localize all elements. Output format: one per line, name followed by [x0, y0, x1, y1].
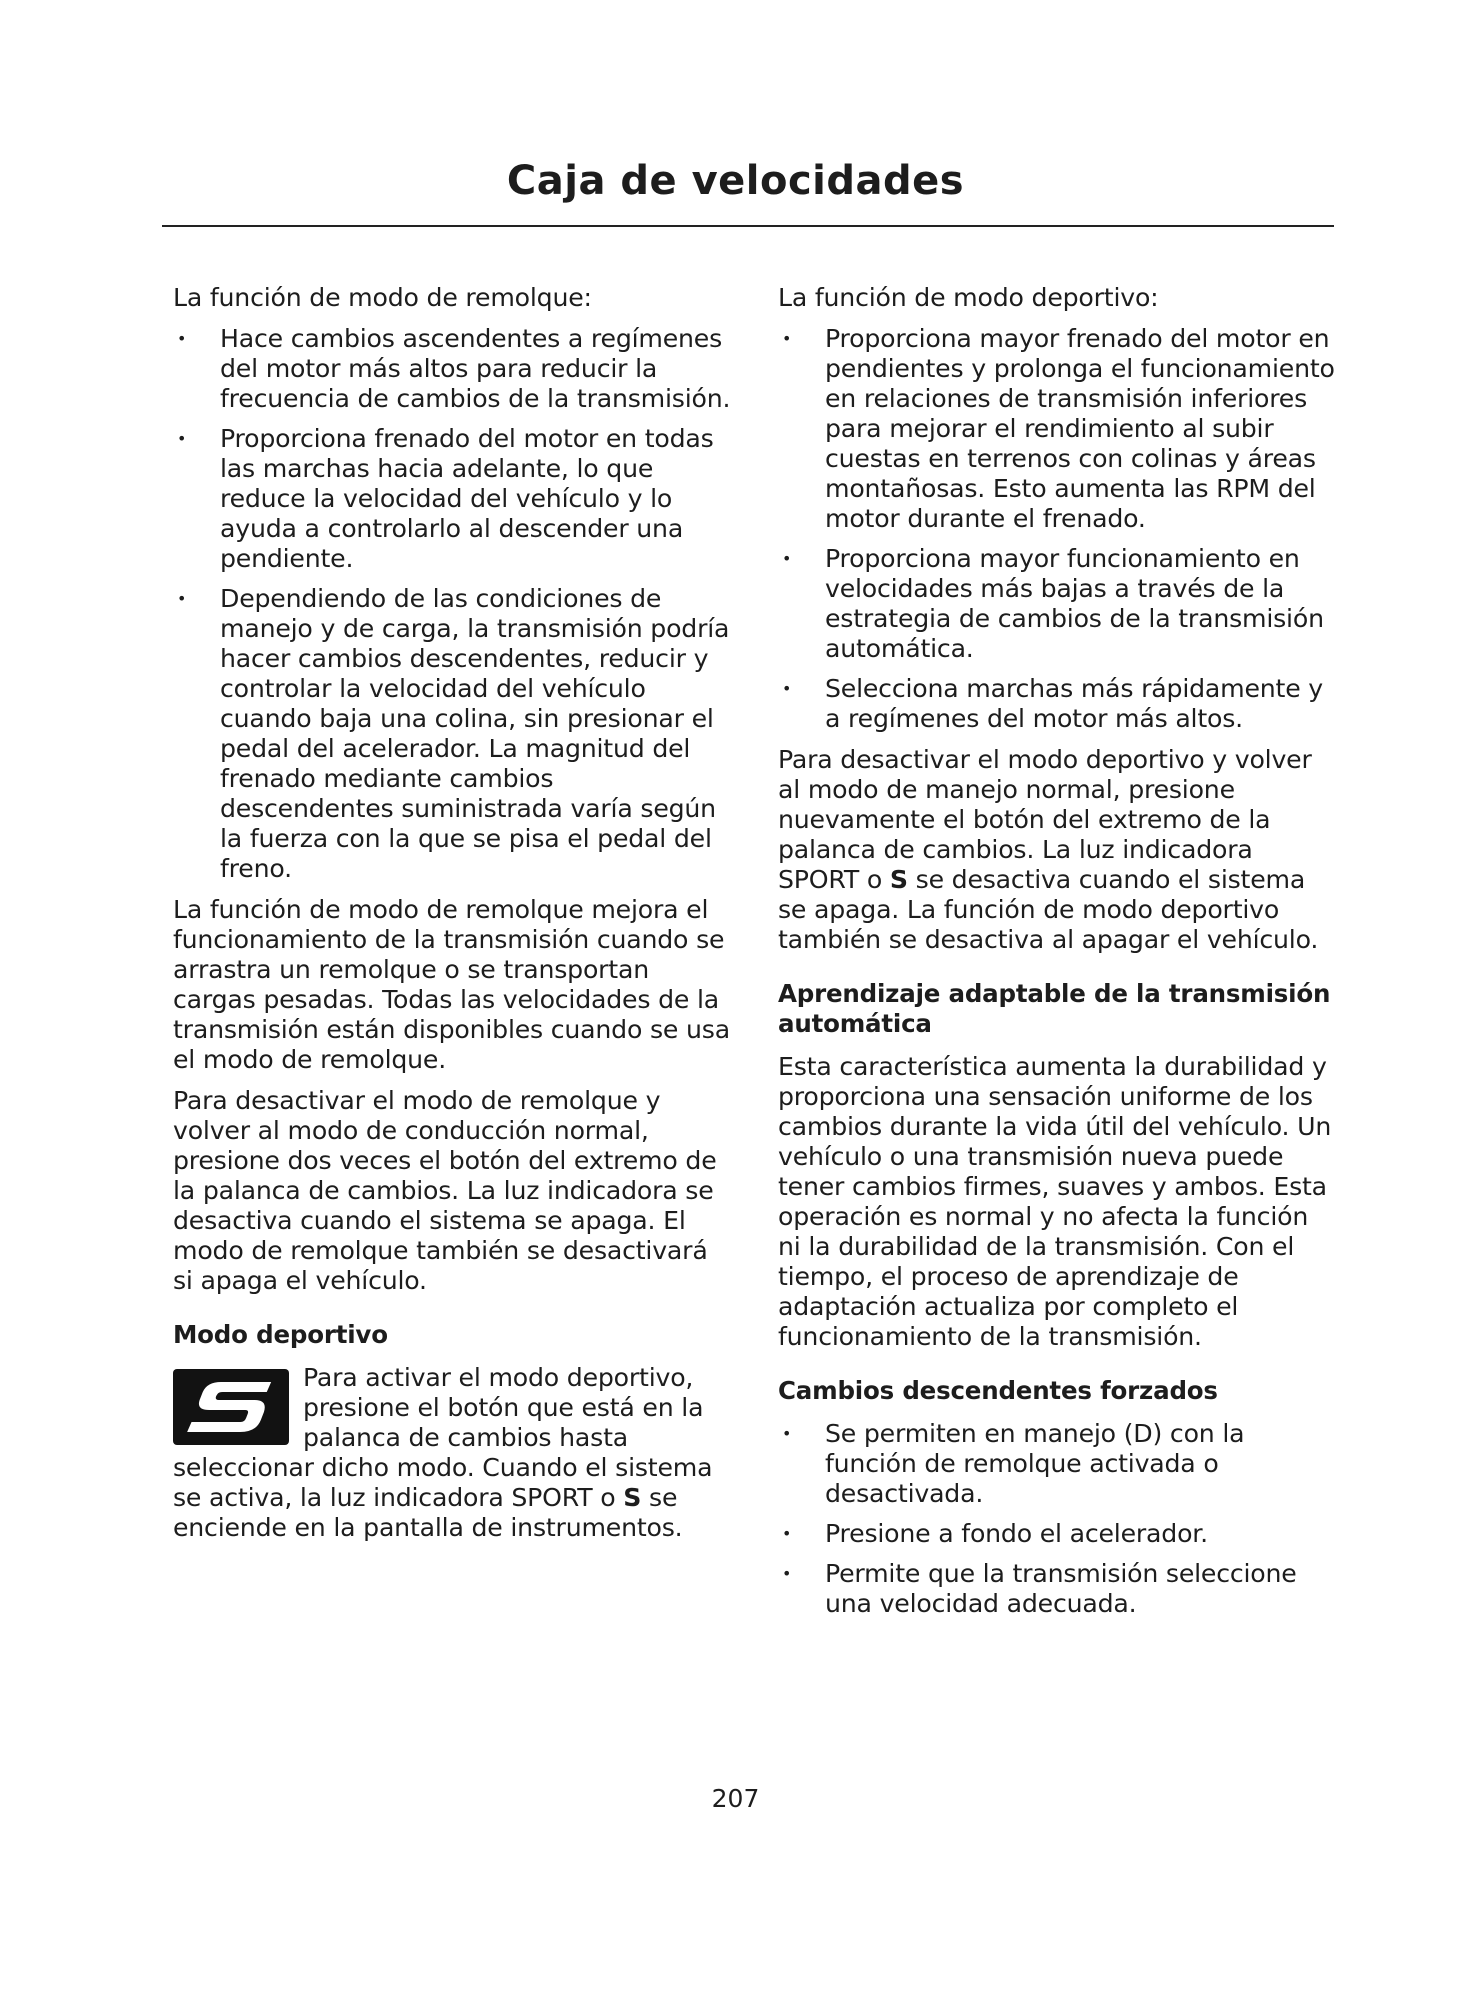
- sport-mode-s-icon: [173, 1369, 289, 1445]
- sport-mode-activate-paragraph: [173, 1363, 733, 1543]
- sport-mode-s-letter: S: [889, 865, 908, 894]
- list-item: [173, 584, 733, 884]
- list-item-text: Permite que la transmisión seleccione una velocidad adecuada.: [825, 1559, 1297, 1618]
- tow-mode-paragraph: La función de modo de remolque mejora el funcionamiento de la transmisión cuando se arrastra un remolque o se transportan cargas pesadas. Todas las velocidades de la transmisión están disponibles cuando se usa el modo de remolque.: [173, 895, 730, 1074]
- sport-mode-bullet-list: [778, 324, 1338, 734]
- tow-mode-bullet-list: [173, 324, 733, 884]
- list-item: [778, 1419, 1338, 1509]
- kickdown-heading: Cambios descendentes forzados: [778, 1376, 1218, 1405]
- list-item: [173, 324, 733, 414]
- sport-mode-s-letter: S: [623, 1483, 642, 1512]
- list-item: [778, 674, 1338, 734]
- tow-mode-intro: La función de modo de remolque:: [173, 283, 592, 312]
- list-item-text: Presione a fondo el acelerador.: [825, 1519, 1208, 1548]
- right-column: [778, 283, 1338, 1630]
- bullet-icon: •: [782, 1524, 792, 1543]
- sport-mode-activate-text-a: Para activar el modo deportivo, presione el botón que está en la palanca de cambios hasta seleccionar dicho modo. Cuando el sistema se activa, la luz indicadora SPORT o: [173, 1363, 713, 1512]
- bullet-icon: •: [782, 549, 792, 568]
- sport-mode-intro: La función de modo deportivo:: [778, 283, 1159, 312]
- list-item-text: Dependiendo de las condiciones de manejo y de carga, la transmisión podría hacer cambios descendentes, reducir y controlar la velocidad del vehículo cuando baja una colina, sin presionar el pedal del acelerador. La magnitud del frenado mediante cambios descendentes suministrada varía según la fuerza con la que se pisa el pedal del freno.: [220, 584, 730, 883]
- page-title: Caja de velocidades: [506, 158, 965, 204]
- list-item: [778, 324, 1338, 534]
- list-item: [778, 544, 1338, 664]
- page-number: 207: [711, 1784, 760, 1813]
- bullet-icon: •: [782, 1424, 792, 1443]
- left-column: [173, 283, 733, 1554]
- list-item: [778, 1519, 1338, 1549]
- list-item-text: Selecciona marchas más rápidamente y a regímenes del motor más altos.: [825, 674, 1324, 733]
- bullet-icon: •: [782, 1564, 792, 1583]
- title-divider: [162, 225, 1334, 227]
- tow-mode-deactivate-paragraph: Para desactivar el modo de remolque y volver al modo de conducción normal, presione dos veces el botón del extremo de la palanca de cambios. La luz indicadora se desactiva cuando el sistema se apaga. El modo de remolque también se desactivará si apaga el vehículo.: [173, 1086, 717, 1295]
- bullet-icon: •: [782, 329, 792, 348]
- bullet-icon: •: [177, 329, 187, 348]
- list-item: [778, 1559, 1338, 1619]
- bullet-icon: •: [177, 589, 187, 608]
- sport-mode-heading: Modo deportivo: [173, 1320, 388, 1349]
- list-item-text: Proporciona frenado del motor en todas las marchas hacia adelante, lo que reduce la velocidad del vehículo y lo ayuda a controlarlo al descender una pendiente.: [220, 424, 714, 573]
- adaptive-learning-paragraph: Esta característica aumenta la durabilidad y proporciona una sensación uniforme de los cambios durante la vida útil del vehículo. Un vehículo o una transmisión nueva puede tener cambios firmes, suaves y ambos. Esta operación es normal y no afecta la función ni la durabilidad de la transmisión. Con el tiempo, el proceso de aprendizaje de adaptación actualiza por completo el funcionamiento de la transmisión.: [778, 1052, 1332, 1351]
- adaptive-learning-heading: Aprendizaje adaptable de la transmisión automática: [778, 979, 1331, 1038]
- bullet-icon: •: [177, 429, 187, 448]
- list-item-text: Proporciona mayor frenado del motor en pendientes y prolonga el funcionamiento en relaciones de transmisión inferiores para mejorar el rendimiento al subir cuestas en terrenos con colinas y áreas montañosas. Esto aumenta las RPM del motor durante el frenado.: [825, 324, 1335, 533]
- list-item-text: Se permiten en manejo (D) con la función de remolque activada o desactivada.: [825, 1419, 1245, 1508]
- sport-mode-deactivate-text-b: se desactiva cuando el sistema se apaga. La función de modo deportivo también se desactiva al apagar el vehículo.: [778, 865, 1319, 954]
- list-item: [173, 424, 733, 574]
- bullet-icon: •: [782, 679, 792, 698]
- kickdown-bullet-list: [778, 1419, 1338, 1619]
- list-item-text: Proporciona mayor funcionamiento en velocidades más bajas a través de la estrategia de cambios de la transmisión automática.: [825, 544, 1324, 663]
- list-item-text: Hace cambios ascendentes a regímenes del motor más altos para reducir la frecuencia de cambios de la transmisión.: [220, 324, 731, 413]
- sport-mode-activate-text-b: se enciende en la pantalla de instrumentos.: [173, 1483, 683, 1542]
- sport-mode-deactivate-paragraph: [778, 745, 1338, 955]
- sport-mode-deactivate-text-a: Para desactivar el modo deportivo y volver al modo de manejo normal, presione nuevamente el botón del extremo de la palanca de cambios. La luz indicadora SPORT o: [778, 745, 1312, 894]
